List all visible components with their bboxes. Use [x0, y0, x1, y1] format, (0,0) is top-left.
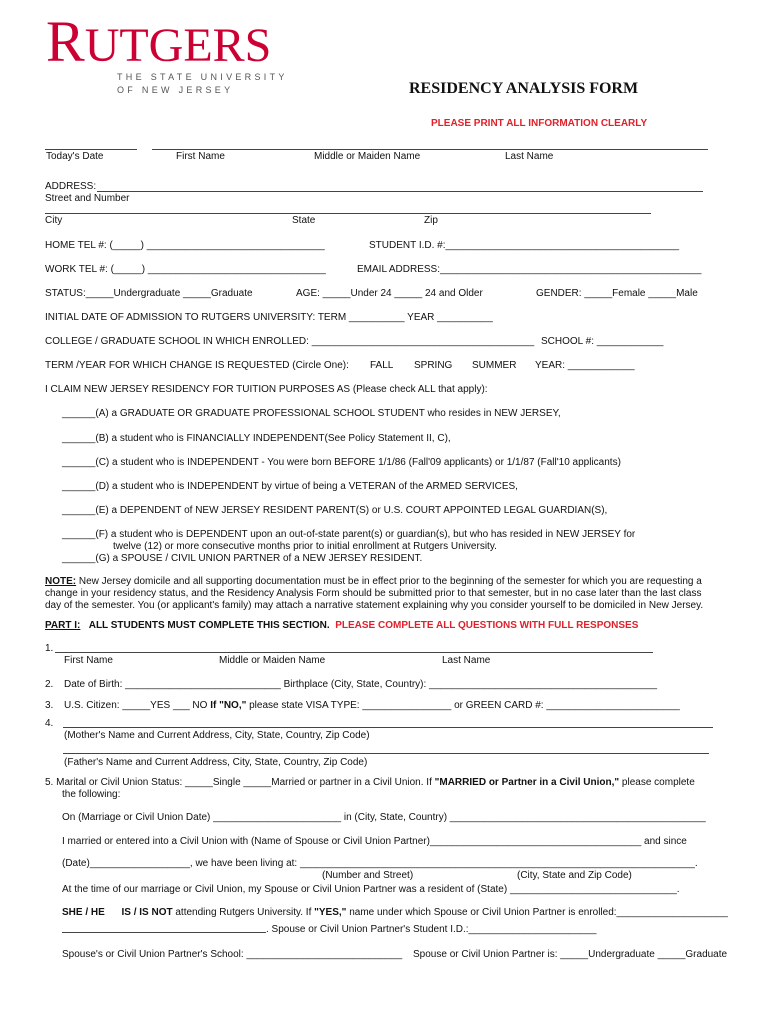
last-name-label: Last Name	[505, 151, 554, 162]
address-street-field[interactable]	[97, 191, 703, 192]
q5-living-address-field[interactable]: (Date)__________________, we have been living at: _______________________________________________________________________.	[62, 858, 698, 869]
address-label: ADDRESS:	[45, 181, 97, 192]
option-f[interactable]: ______(F) a student who is DEPENDENT upon an out-of-state parent(s) or guardian(s), but who has resided in NEW JERSEY for	[62, 529, 636, 540]
term-spring-option[interactable]: SPRING	[414, 360, 453, 371]
initial-date-field[interactable]: INITIAL DATE OF ADMISSION TO RUTGERS UNIVERSITY: TERM __________ YEAR __________	[45, 312, 493, 323]
rutgers-logo: RUTGERS	[46, 9, 272, 74]
term-year-field[interactable]: YEAR: ____________	[535, 360, 635, 371]
q4-father-field[interactable]	[63, 753, 709, 754]
city-label: City	[45, 215, 63, 226]
zip-label: Zip	[424, 215, 438, 226]
option-g[interactable]: ______(G) a SPOUSE / CIVIL UNION PARTNER of a NEW JERSEY RESIDENT.	[62, 553, 423, 564]
option-b[interactable]: ______(B) a student who is FINANCIALLY INDEPENDENT(See Policy Statement II, C),	[62, 433, 451, 444]
q5-enrolled-name-field[interactable]	[62, 932, 266, 933]
q5-partner-student-id-field[interactable]: . Spouse or Civil Union Partner's Student I.D.:_______________________	[266, 924, 597, 935]
q5-marriage-date-field[interactable]: On (Marriage or Civil Union Date) _______________________ in (City, State, Country) ______________________________________________	[62, 812, 706, 823]
todays-date-label: Today's Date	[46, 151, 104, 162]
option-c[interactable]: ______(C) a student who is INDEPENDENT - You were born BEFORE 1/1/86 (Fall'09 applicants) or 1/1/87 (Fall'10 applicants)	[62, 457, 621, 468]
q1-name-field[interactable]	[55, 652, 653, 653]
first-name-label: First Name	[176, 151, 225, 162]
work-tel-field[interactable]: WORK TEL #: (_____) ________________________________	[45, 264, 326, 275]
age-field[interactable]: AGE: _____Under 24 _____ 24 and Older	[296, 288, 483, 299]
college-field[interactable]: COLLEGE / GRADUATE SCHOOL IN WHICH ENROLLED: ________________________________________	[45, 336, 535, 347]
home-tel-field[interactable]: HOME TEL #: (_____) ________________________________	[45, 240, 325, 251]
print-notice: PLEASE PRINT ALL INFORMATION CLEARLY	[431, 118, 648, 129]
student-id-field[interactable]: STUDENT I.D. #:__________________________________________	[369, 240, 680, 251]
logo-subtitle-2: OF NEW JERSEY	[117, 85, 234, 95]
q1-first-name-label: First Name	[64, 655, 113, 666]
q3-number: 3.	[45, 700, 54, 711]
full-name-field[interactable]	[152, 149, 708, 150]
logo-subtitle-1: THE STATE UNIVERSITY	[117, 72, 288, 82]
q2-number: 2.	[45, 679, 54, 690]
q5-partner-level-field[interactable]: Spouse or Civil Union Partner is: _____Undergraduate _____Graduate	[413, 949, 728, 960]
note-line-3: day of the semester. You (or applicant's family) may attach a narrative statement explaining why you consider yourself to be domiciled in New Jersey.	[45, 600, 704, 611]
q5-following: the following:	[62, 789, 121, 800]
q2-birth-fields[interactable]: Date of Birth: ____________________________ Birthplace (City, State, Country): _________________________________________	[64, 679, 658, 690]
option-d[interactable]: ______(D) a student who is INDEPENDENT by virtue of being a VETERAN of the ARMED SERVICES,	[62, 481, 518, 492]
term-change-label: TERM /YEAR FOR WHICH CHANGE IS REQUESTED (Circle One):	[45, 360, 349, 371]
q5-partner-name-field[interactable]: I married or entered into a Civil Union with (Name of Spouse or Civil Union Partner)______________________________________ and since	[62, 836, 687, 847]
q5-attending-row[interactable]: SHE / HE IS / IS NOT attending Rutgers University. If "YES," name under which Spouse or Civil Union Partner is enrolled:____________________	[62, 907, 728, 918]
option-a[interactable]: ______(A) a GRADUATE OR GRADUATE PROFESSIONAL SCHOOL STUDENT who resides in NEW JERSEY,	[62, 408, 561, 419]
term-summer-option[interactable]: SUMMER	[472, 360, 517, 371]
q5-marital-status[interactable]: 5. Marital or Civil Union Status: _____Single _____Married or partner in a Civil Union. If "MARRIED or Partner in a Civil Union," please complete	[45, 777, 695, 788]
q5-city-zip-label: (City, State and Zip Code)	[517, 870, 632, 881]
q1-middle-name-label: Middle or Maiden Name	[219, 655, 326, 666]
todays-date-field[interactable]	[45, 149, 137, 150]
q4-mother-label: (Mother's Name and Current Address, City, State, Country, Zip Code)	[64, 730, 370, 741]
claim-heading: I CLAIM NEW JERSEY RESIDENCY FOR TUITION PURPOSES AS (Please check ALL that apply):	[45, 384, 488, 395]
q1-last-name-label: Last Name	[442, 655, 491, 666]
school-number-field[interactable]: SCHOOL #: ____________	[541, 336, 664, 347]
q4-father-label: (Father's Name and Current Address, City, State, Country, Zip Code)	[64, 757, 368, 768]
gender-field[interactable]: GENDER: _____Female _____Male	[536, 288, 698, 299]
term-fall-option[interactable]: FALL	[370, 360, 394, 371]
q5-resident-state-field[interactable]: At the time of our marriage or Civil Union, my Spouse or Civil Union Partner was a resident of (State) ______________________________.	[62, 884, 680, 895]
status-field[interactable]: STATUS:_____Undergraduate _____Graduate	[45, 288, 253, 299]
street-label: Street and Number	[45, 193, 130, 204]
form-title: RESIDENCY ANALYSIS FORM	[409, 80, 639, 97]
q4-mother-field[interactable]	[63, 727, 713, 728]
middle-name-label: Middle or Maiden Name	[314, 151, 421, 162]
email-field[interactable]: EMAIL ADDRESS:_______________________________________________	[357, 264, 702, 275]
part1-heading: PART I: ALL STUDENTS MUST COMPLETE THIS SECTION. PLEASE COMPLETE ALL QUESTIONS WITH FULL RESPONSES	[45, 620, 639, 631]
q5-number-street-label: (Number and Street)	[322, 870, 414, 881]
note-line-2: change in your residency status, and the Residency Analysis Form should be submitted prior to that semester, but in no case later than the last class	[45, 588, 702, 599]
option-e[interactable]: ______(E) a DEPENDENT of NEW JERSEY RESIDENT PARENT(S) or U.S. COURT APPOINTED LEGAL GUARDIAN(S),	[62, 505, 608, 516]
option-f-continued: twelve (12) or more consecutive months prior to initial enrollment at Rutgers University.	[113, 541, 497, 552]
address-city-field[interactable]	[45, 213, 651, 214]
state-label: State	[292, 215, 316, 226]
q1-number: 1.	[45, 643, 54, 654]
q4-number: 4.	[45, 718, 54, 729]
q3-citizenship-fields[interactable]: U.S. Citizen: _____YES ___ NO If "NO," please state VISA TYPE: ________________ or GREEN CARD #: ________________________	[64, 700, 680, 711]
note-line-1: NOTE: New Jersey domicile and all supporting documentation must be in effect prior to the beginning of the semester for which you are requesting a	[45, 576, 702, 587]
q5-partner-school-field[interactable]: Spouse's or Civil Union Partner's School: ____________________________	[62, 949, 403, 960]
